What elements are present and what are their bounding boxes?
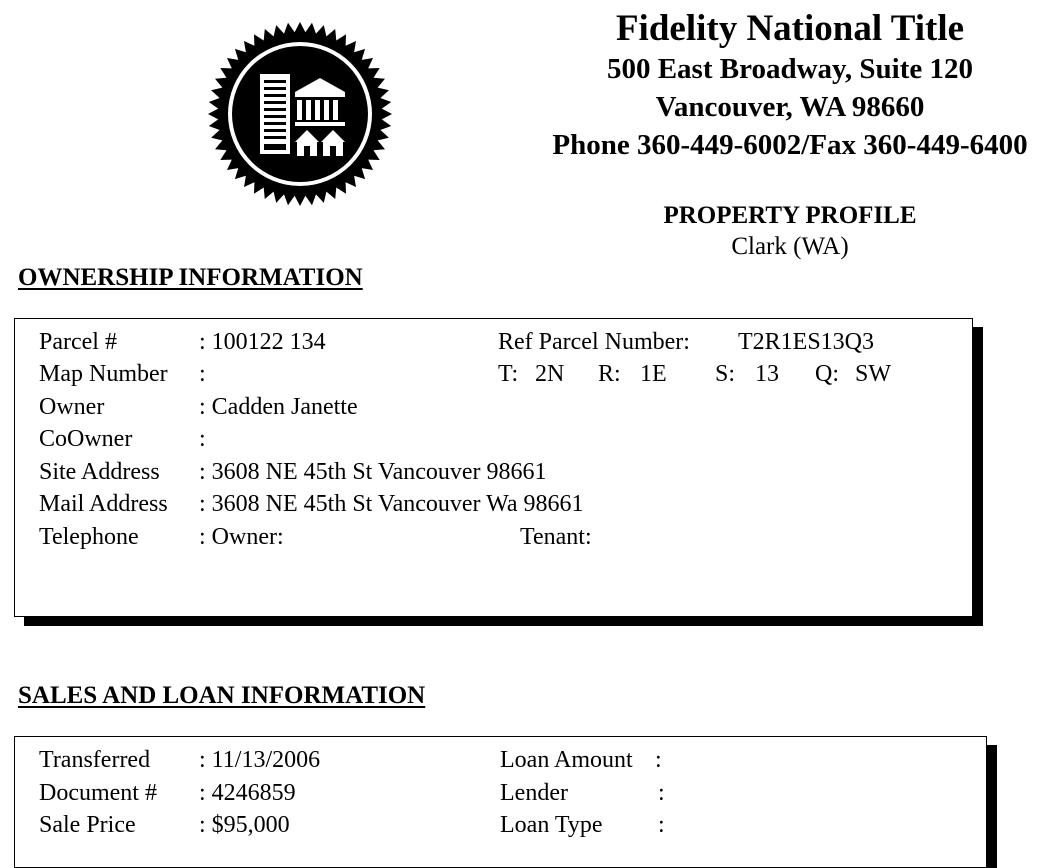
trs-q-value: SW xyxy=(855,361,891,387)
loan-amount-label: Loan Amount xyxy=(500,747,633,773)
report-title-block xyxy=(640,200,940,262)
building-seal-icon xyxy=(205,14,395,214)
map-number-value: : xyxy=(199,361,206,387)
sale-price-value: : $95,000 xyxy=(199,812,290,838)
sales-heading: SALES AND LOAN INFORMATION xyxy=(18,682,426,709)
mail-address-label: Mail Address xyxy=(39,491,168,517)
document-label: Document # xyxy=(39,780,157,806)
ownership-box xyxy=(14,318,973,617)
lender-value: : xyxy=(658,780,665,806)
transferred-value: : 11/13/2006 xyxy=(199,747,321,773)
owner-value: : Cadden Janette xyxy=(199,394,358,420)
telephone-owner: : Owner: xyxy=(199,524,284,550)
ref-parcel-label: Ref Parcel Number: xyxy=(498,329,690,355)
lender-label: Lender xyxy=(500,780,568,806)
telephone-label: Telephone xyxy=(39,524,139,550)
company-name: Fidelity National Title xyxy=(615,8,965,49)
trs-q-label: Q: xyxy=(815,361,839,387)
sales-box xyxy=(14,736,987,868)
parcel-label: Parcel # xyxy=(39,329,117,355)
loan-type-value: : xyxy=(658,812,665,838)
ownership-heading: OWNERSHIP INFORMATION xyxy=(18,264,363,291)
parcel-value: : 100122 134 xyxy=(199,329,326,355)
trs-r-value: 1E xyxy=(640,361,667,387)
site-address-value: : 3608 NE 45th St Vancouver 98661 xyxy=(199,459,547,485)
transferred-label: Transferred xyxy=(39,747,151,773)
trs-t-value: 2N xyxy=(535,361,565,387)
company-phone-fax: Phone 360-449-6002/Fax 360-449-6400 xyxy=(552,129,1028,161)
document-value: : 4246859 xyxy=(199,780,296,806)
trs-t-label: T: xyxy=(498,361,519,387)
trs-s-value: 13 xyxy=(755,361,779,387)
owner-label: Owner xyxy=(39,394,105,420)
loan-amount-value: : xyxy=(655,747,662,773)
company-address-line1: 500 East Broadway, Suite 120 xyxy=(606,53,974,85)
company-address-line2: Vancouver, WA 98660 xyxy=(655,91,925,123)
coowner-label: CoOwner xyxy=(39,426,133,452)
coowner-value: : xyxy=(199,426,206,452)
report-title: PROPERTY PROFILE xyxy=(663,202,917,229)
report-county: Clark (WA) xyxy=(731,233,849,260)
sale-price-label: Sale Price xyxy=(39,812,136,838)
trs-s-label: S: xyxy=(715,361,736,387)
company-header xyxy=(520,8,1043,164)
loan-type-label: Loan Type xyxy=(500,812,603,838)
site-address-label: Site Address xyxy=(39,459,160,485)
ref-parcel-value: T2R1ES13Q3 xyxy=(738,329,875,355)
map-number-label: Map Number xyxy=(39,361,168,387)
mail-address-value: : 3608 NE 45th St Vancouver Wa 98661 xyxy=(199,491,584,517)
trs-r-label: R: xyxy=(598,361,621,387)
telephone-tenant: Tenant: xyxy=(520,524,592,550)
